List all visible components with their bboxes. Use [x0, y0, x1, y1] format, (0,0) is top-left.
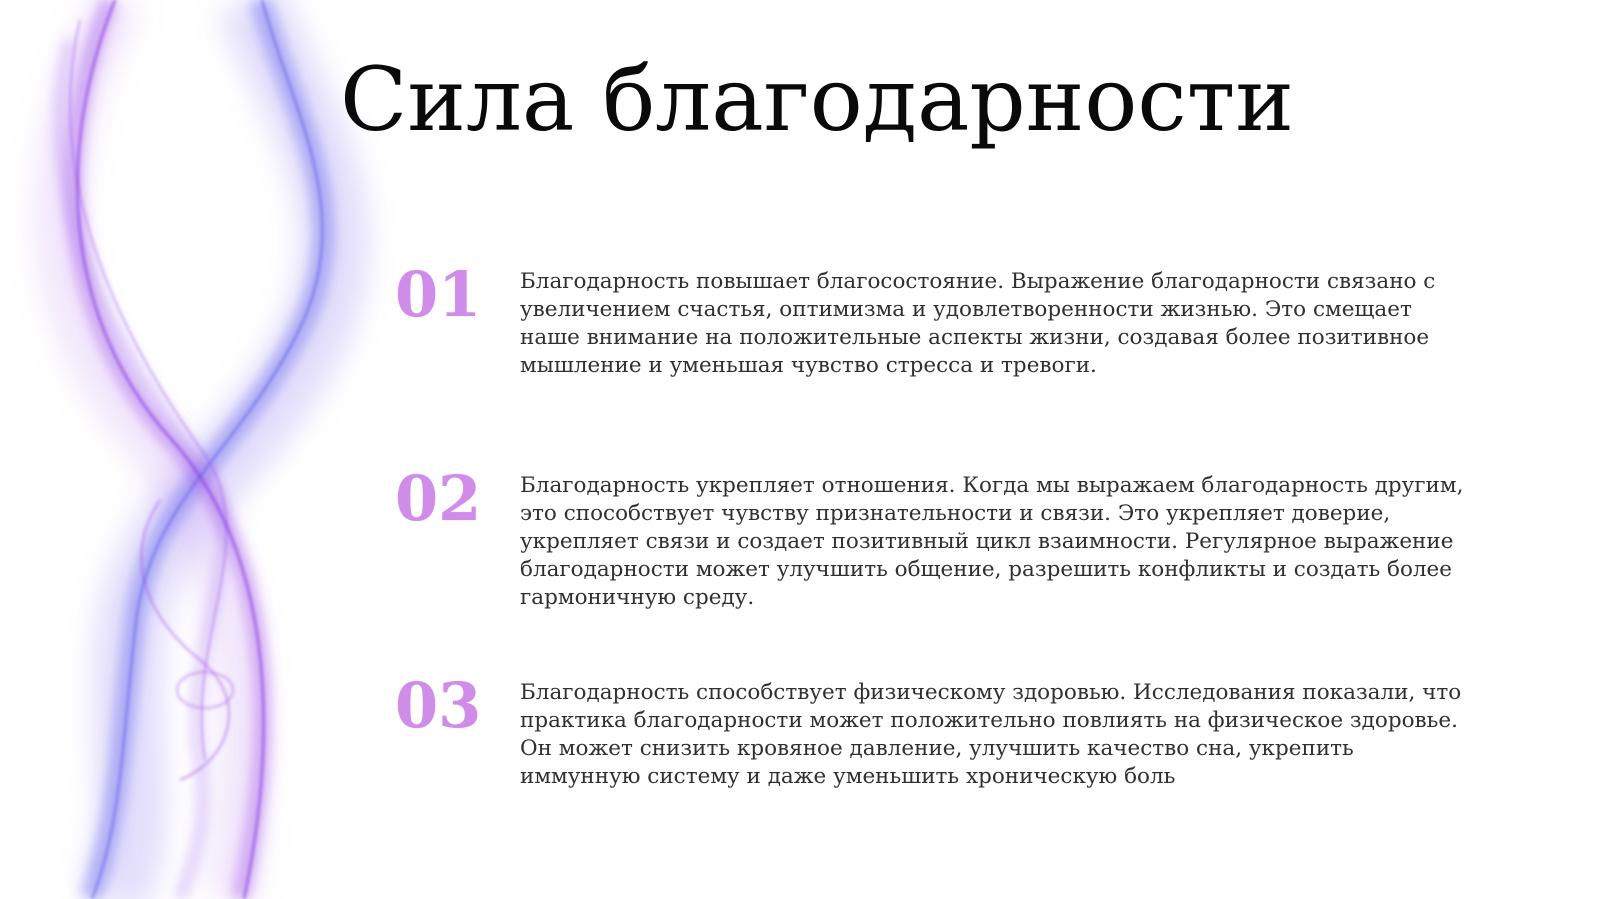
item-number: 03 — [395, 669, 482, 742]
item-text: Благодарность укрепляет отношения. Когда мы выражаем благодарность другим, это способствует чувству признательности и связи. Это укрепляет доверие, укрепляет связи и создает позитивный цикл взаимности. Регулярное выражение благодарности может улучшить общение, разрешить конфликты и создать более гармоничную среду. — [520, 473, 1464, 610]
item-number: 01 — [395, 258, 482, 331]
slide-title: Сила благодарности — [340, 48, 1294, 151]
item-text: Благодарность способствует физическому здоровью. Исследования показали, что практика благодарности может положительно повлиять на физическое здоровье. Он может снизить кровяное давление, улучшить качество сна, укрепить иммунную систему и даже уменьшить хроническую боль — [520, 680, 1462, 789]
item-text: Благодарность повышает благосостояние. Выражение благодарности связано с увеличением счастья, оптимизма и удовлетворенности жизнью. Это смещает наше внимание на положительные аспекты жизни, создавая более позитивное мышление и уменьшая чувство стресса и тревоги. — [520, 269, 1436, 378]
item-number: 02 — [395, 462, 482, 535]
